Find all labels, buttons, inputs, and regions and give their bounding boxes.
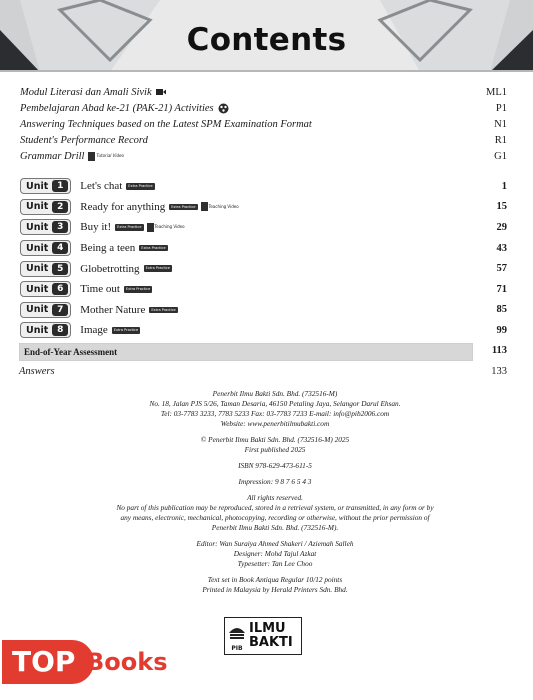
extra-practice-icon: Extra Practice xyxy=(151,307,176,312)
front-matter-item[interactable] xyxy=(20,148,507,164)
teaching-video-icon: Teaching Video xyxy=(201,202,239,211)
tutorial-video-label: Tutorial Video xyxy=(96,152,124,158)
unit-list xyxy=(20,176,507,341)
unit-number: 5 xyxy=(52,263,68,275)
unit-title: Image xyxy=(80,324,108,337)
imprint-contact: Tel: 03-7783 3233, 7783 5233 Fax: 03-7783 7233 E-mail: info@pib2006.com xyxy=(160,409,390,418)
end-of-year-assessment-page: 113 xyxy=(491,345,507,356)
extra-practice-icon: Extra Practice xyxy=(125,287,151,292)
topbooks-watermark xyxy=(0,640,200,700)
imprint-notice-line: Penerbit Ilmu Bakti Sdn. Bhd. (732516-M). xyxy=(211,523,339,532)
unit-badge: Unit 5 xyxy=(20,261,71,277)
front-matter-item[interactable] xyxy=(20,84,507,100)
imprint-website: Website: www.penerbitilmubakti.com xyxy=(220,419,330,428)
unit-title: Mother Nature xyxy=(80,303,146,316)
unit-badge: Unit 8 xyxy=(20,322,71,338)
answers-entry[interactable]: Answers xyxy=(19,366,55,377)
unit-title: Let's chat xyxy=(80,180,123,193)
front-matter-label: Answering Techniques based on the Latest SPM Examination Format xyxy=(20,118,312,130)
imprint-notice-line: No part of this publication may be reproduced, stored in a retrieval system, or transmitted, in any form or by xyxy=(116,503,434,512)
unit-badge: Unit 7 xyxy=(20,302,71,318)
extra-practice-icon: Extra Practice xyxy=(117,225,142,230)
imprint-notice-line: any means, electronic, mechanical, photocopying, recording or otherwise, without the prior permission of xyxy=(120,513,430,522)
watermark-books: Books xyxy=(86,648,168,676)
imprint-first-published: First published 2025 xyxy=(244,445,306,454)
front-matter-page: R1 xyxy=(494,134,507,146)
extra-practice-icon: Extra Practice xyxy=(145,266,170,271)
front-matter-page: ML1 xyxy=(486,86,507,98)
video-camera-icon xyxy=(156,88,166,96)
ilmu-bakti-logo xyxy=(224,617,302,655)
unit-page: 85 xyxy=(496,304,507,316)
front-matter-page: N1 xyxy=(494,118,507,130)
imprint-designer: Designer: Mohd Tajul Azkat xyxy=(233,549,317,558)
imprint-typeset: Text set in Book Antiqua Regular 10/12 points xyxy=(207,575,343,584)
unit-entry[interactable] xyxy=(20,197,507,218)
unit-entry[interactable] xyxy=(20,300,507,321)
front-matter-label: Modul Literasi dan Amali Sivik xyxy=(20,86,152,98)
unit-page: 29 xyxy=(496,221,507,233)
unit-entry[interactable] xyxy=(20,279,507,300)
unit-number: 7 xyxy=(52,304,68,316)
unit-title: Ready for anything xyxy=(80,200,166,213)
unit-page: 1 xyxy=(501,180,507,192)
extra-practice-icon: Extra Practice xyxy=(141,245,166,250)
unit-badge: Unit 3 xyxy=(20,219,71,235)
front-matter-label: Pembelajaran Abad ke-21 (PAK-21) Activities xyxy=(20,102,214,114)
imprint-copyright: © Penerbit Ilmu Bakti Sdn. Bhd. (732516-M) 2025 xyxy=(200,435,350,444)
imprint-editor: Editor: Wan Suraiya Ahmed Shakeri / Aziemah Salleh xyxy=(196,539,354,548)
unit-number: 4 xyxy=(52,242,68,254)
teaching-video-icon: Teaching Video xyxy=(147,223,185,232)
tutorial-video-icon xyxy=(88,152,123,161)
imprint-publisher: Penerbit Ilmu Bakti Sdn. Bhd. (732516-M) xyxy=(212,389,338,398)
unit-page: 15 xyxy=(496,201,507,213)
unit-title: Time out xyxy=(80,283,120,296)
unit-number: 3 xyxy=(52,221,68,233)
unit-badge: Unit 2 xyxy=(20,199,71,215)
imprint-isbn: ISBN 978-629-473-611-5 xyxy=(238,461,312,470)
publisher-imprint xyxy=(40,389,510,595)
unit-entry[interactable] xyxy=(20,217,507,238)
answers-page: 133 xyxy=(491,366,507,377)
unit-page: 71 xyxy=(496,283,507,295)
front-matter-page: P1 xyxy=(495,102,507,114)
unit-entry[interactable] xyxy=(20,320,507,341)
unit-number: 8 xyxy=(52,324,68,336)
imprint-printed: Printed in Malaysia by Herald Printers Sdn. Bhd. xyxy=(202,585,348,594)
logo-text: ILMU xyxy=(249,621,286,636)
unit-page: 57 xyxy=(496,263,507,275)
unit-page: 43 xyxy=(496,242,507,254)
front-matter-label: Grammar Drill xyxy=(20,150,85,162)
extra-practice-icon: Extra Practice xyxy=(128,184,153,189)
unit-entry[interactable] xyxy=(20,238,507,259)
watermark-top: TOP xyxy=(2,640,94,684)
unit-number: 1 xyxy=(52,180,68,192)
imprint-impression: Impression: 9 8 7 6 5 4 3 xyxy=(238,477,312,486)
unit-badge: Unit 6 xyxy=(20,281,71,297)
unit-entry[interactable] xyxy=(20,176,507,197)
unit-number: 6 xyxy=(52,283,68,295)
unit-badge: Unit 4 xyxy=(20,240,71,256)
unit-number: 2 xyxy=(52,201,68,213)
unit-entry[interactable] xyxy=(20,258,507,279)
front-matter-label: Student's Performance Record xyxy=(20,134,148,146)
logo-text: BAKTI xyxy=(249,635,293,650)
front-matter-page: G1 xyxy=(494,150,507,162)
page-header xyxy=(0,0,533,72)
extra-practice-icon: Extra Practice xyxy=(113,328,139,333)
front-matter-list xyxy=(20,84,507,164)
extra-practice-icon: Extra Practice xyxy=(171,204,196,209)
front-matter-item[interactable] xyxy=(20,100,507,116)
imprint-typesetter: Typesetter: Tan Lee Choo xyxy=(237,559,313,568)
imprint-rights: All rights reserved. xyxy=(247,493,303,502)
page-title: Contents xyxy=(186,22,347,58)
front-matter-item[interactable] xyxy=(20,132,507,148)
unit-page: 99 xyxy=(496,324,507,336)
imprint-address: No. 18, Jalan PJS 5/26, Taman Desaria, 46150 Petaling Jaya, Selangor Darul Ehsan. xyxy=(149,399,401,408)
end-of-year-assessment-entry[interactable]: End-of-Year Assessment xyxy=(19,343,473,361)
unit-title: Globetrotting xyxy=(80,262,140,275)
unit-badge: Unit 1 xyxy=(20,178,71,194)
unit-title: Buy it! xyxy=(80,221,112,234)
pib-emblem-icon: PIB xyxy=(225,619,249,653)
pak21-icon xyxy=(218,103,229,114)
unit-title: Being a teen xyxy=(80,242,136,255)
front-matter-item[interactable] xyxy=(20,116,507,132)
